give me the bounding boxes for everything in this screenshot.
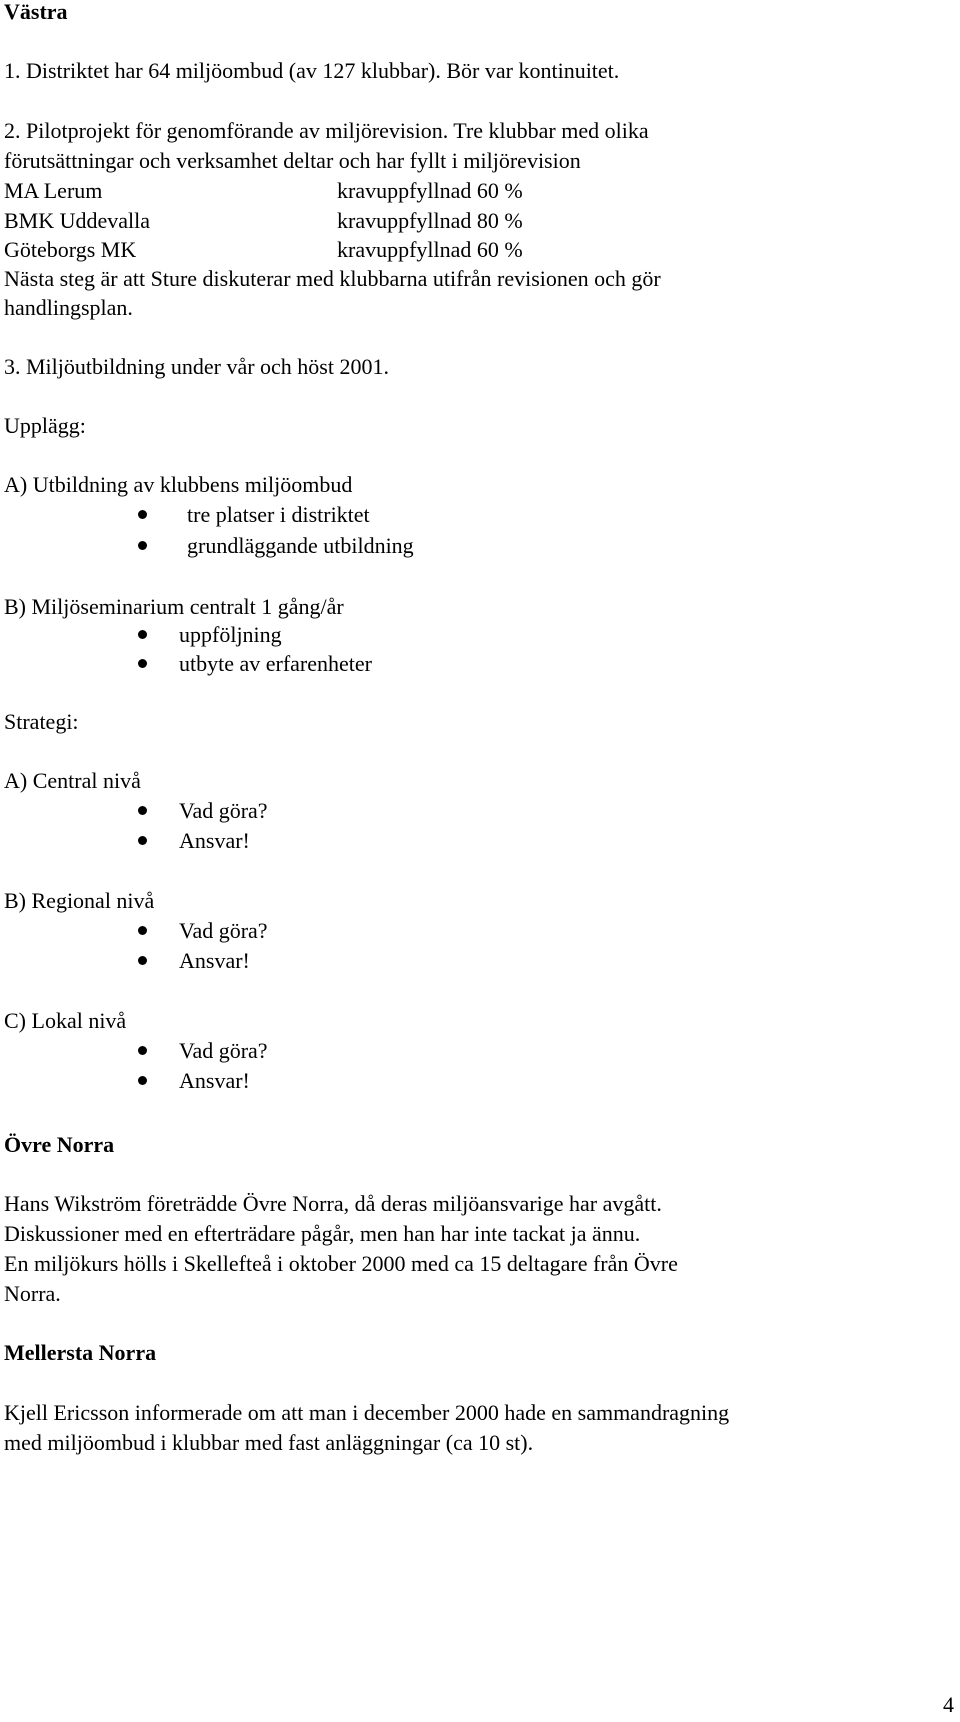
paragraph-line: Nästa steg är att Sture diskuterar med klubbarna utifrån revisionen och gör — [4, 266, 661, 291]
list-item: tre platser i distriktet — [187, 502, 370, 527]
club-status: kravuppfyllnad 60 % — [337, 178, 523, 203]
club-row — [4, 206, 523, 236]
list-heading: B) Miljöseminarium centralt 1 gång/år — [4, 594, 344, 619]
bullet-icon — [138, 630, 147, 639]
list-item: Vad göra? — [179, 918, 268, 943]
list-item: grundläggande utbildning — [187, 533, 414, 558]
bullet-icon — [138, 510, 147, 519]
label-upplagg: Upplägg: — [4, 413, 86, 438]
label-strategi: Strategi: — [4, 709, 79, 734]
club-row — [4, 235, 523, 265]
paragraph-line: handlingsplan. — [4, 295, 133, 320]
list-item: Ansvar! — [179, 948, 250, 973]
list-heading: C) Lokal nivå — [4, 1008, 127, 1033]
section-heading-ovre-norra: Övre Norra — [4, 1132, 115, 1157]
section-heading-mellersta-norra: Mellersta Norra — [4, 1340, 157, 1365]
paragraph-line: 1. Distriktet har 64 miljöombud (av 127 klubbar). Bör var kontinuitet. — [4, 58, 620, 83]
club-name: Göteborgs MK — [4, 237, 137, 262]
bullet-icon — [138, 926, 147, 935]
paragraph-line: En miljökurs hölls i Skellefteå i oktober 2000 med ca 15 deltagare från Övre — [4, 1251, 678, 1276]
list-item: uppföljning — [179, 622, 282, 647]
bullet-icon — [138, 1046, 147, 1055]
club-name: MA Lerum — [4, 178, 103, 203]
club-status: kravuppfyllnad 60 % — [337, 237, 523, 262]
list-item: utbyte av erfarenheter — [179, 651, 372, 676]
list-heading: B) Regional nivå — [4, 888, 155, 913]
paragraph-line: Kjell Ericsson informerade om att man i december 2000 hade en sammandragning — [4, 1400, 730, 1425]
bullet-icon — [138, 1076, 147, 1085]
paragraph-line: Diskussioner med en efterträdare pågår, men han har inte tackat ja ännu. — [4, 1221, 641, 1246]
paragraph-line: 3. Miljöutbildning under vår och höst 2001. — [4, 354, 389, 379]
paragraph-line: Hans Wikström företrädde Övre Norra, då deras miljöansvarige har avgått. — [4, 1191, 662, 1216]
bullet-icon — [138, 541, 147, 550]
list-item: Ansvar! — [179, 1068, 250, 1093]
paragraph-line: 2. Pilotprojekt för genomförande av miljörevision. Tre klubbar med olika — [4, 118, 649, 143]
club-row — [4, 176, 523, 206]
list-heading: A) Central nivå — [4, 768, 141, 793]
bullet-icon — [138, 836, 147, 845]
list-item: Ansvar! — [179, 828, 250, 853]
paragraph-line: förutsättningar och verksamhet deltar och har fyllt i miljörevision — [4, 148, 581, 173]
list-heading: A) Utbildning av klubbens miljöombud — [4, 472, 353, 497]
paragraph-line: med miljöombud i klubbar med fast anläggningar (ca 10 st). — [4, 1430, 534, 1455]
club-status: kravuppfyllnad 80 % — [337, 208, 523, 233]
section-heading-vastra: Västra — [4, 0, 68, 24]
list-item: Vad göra? — [179, 1038, 268, 1063]
club-name: BMK Uddevalla — [4, 208, 151, 233]
bullet-icon — [138, 956, 147, 965]
bullet-icon — [138, 659, 147, 668]
paragraph-line: Norra. — [4, 1281, 61, 1306]
page-number: 4 — [943, 1692, 954, 1717]
list-item: Vad göra? — [179, 798, 268, 823]
bullet-icon — [138, 806, 147, 815]
